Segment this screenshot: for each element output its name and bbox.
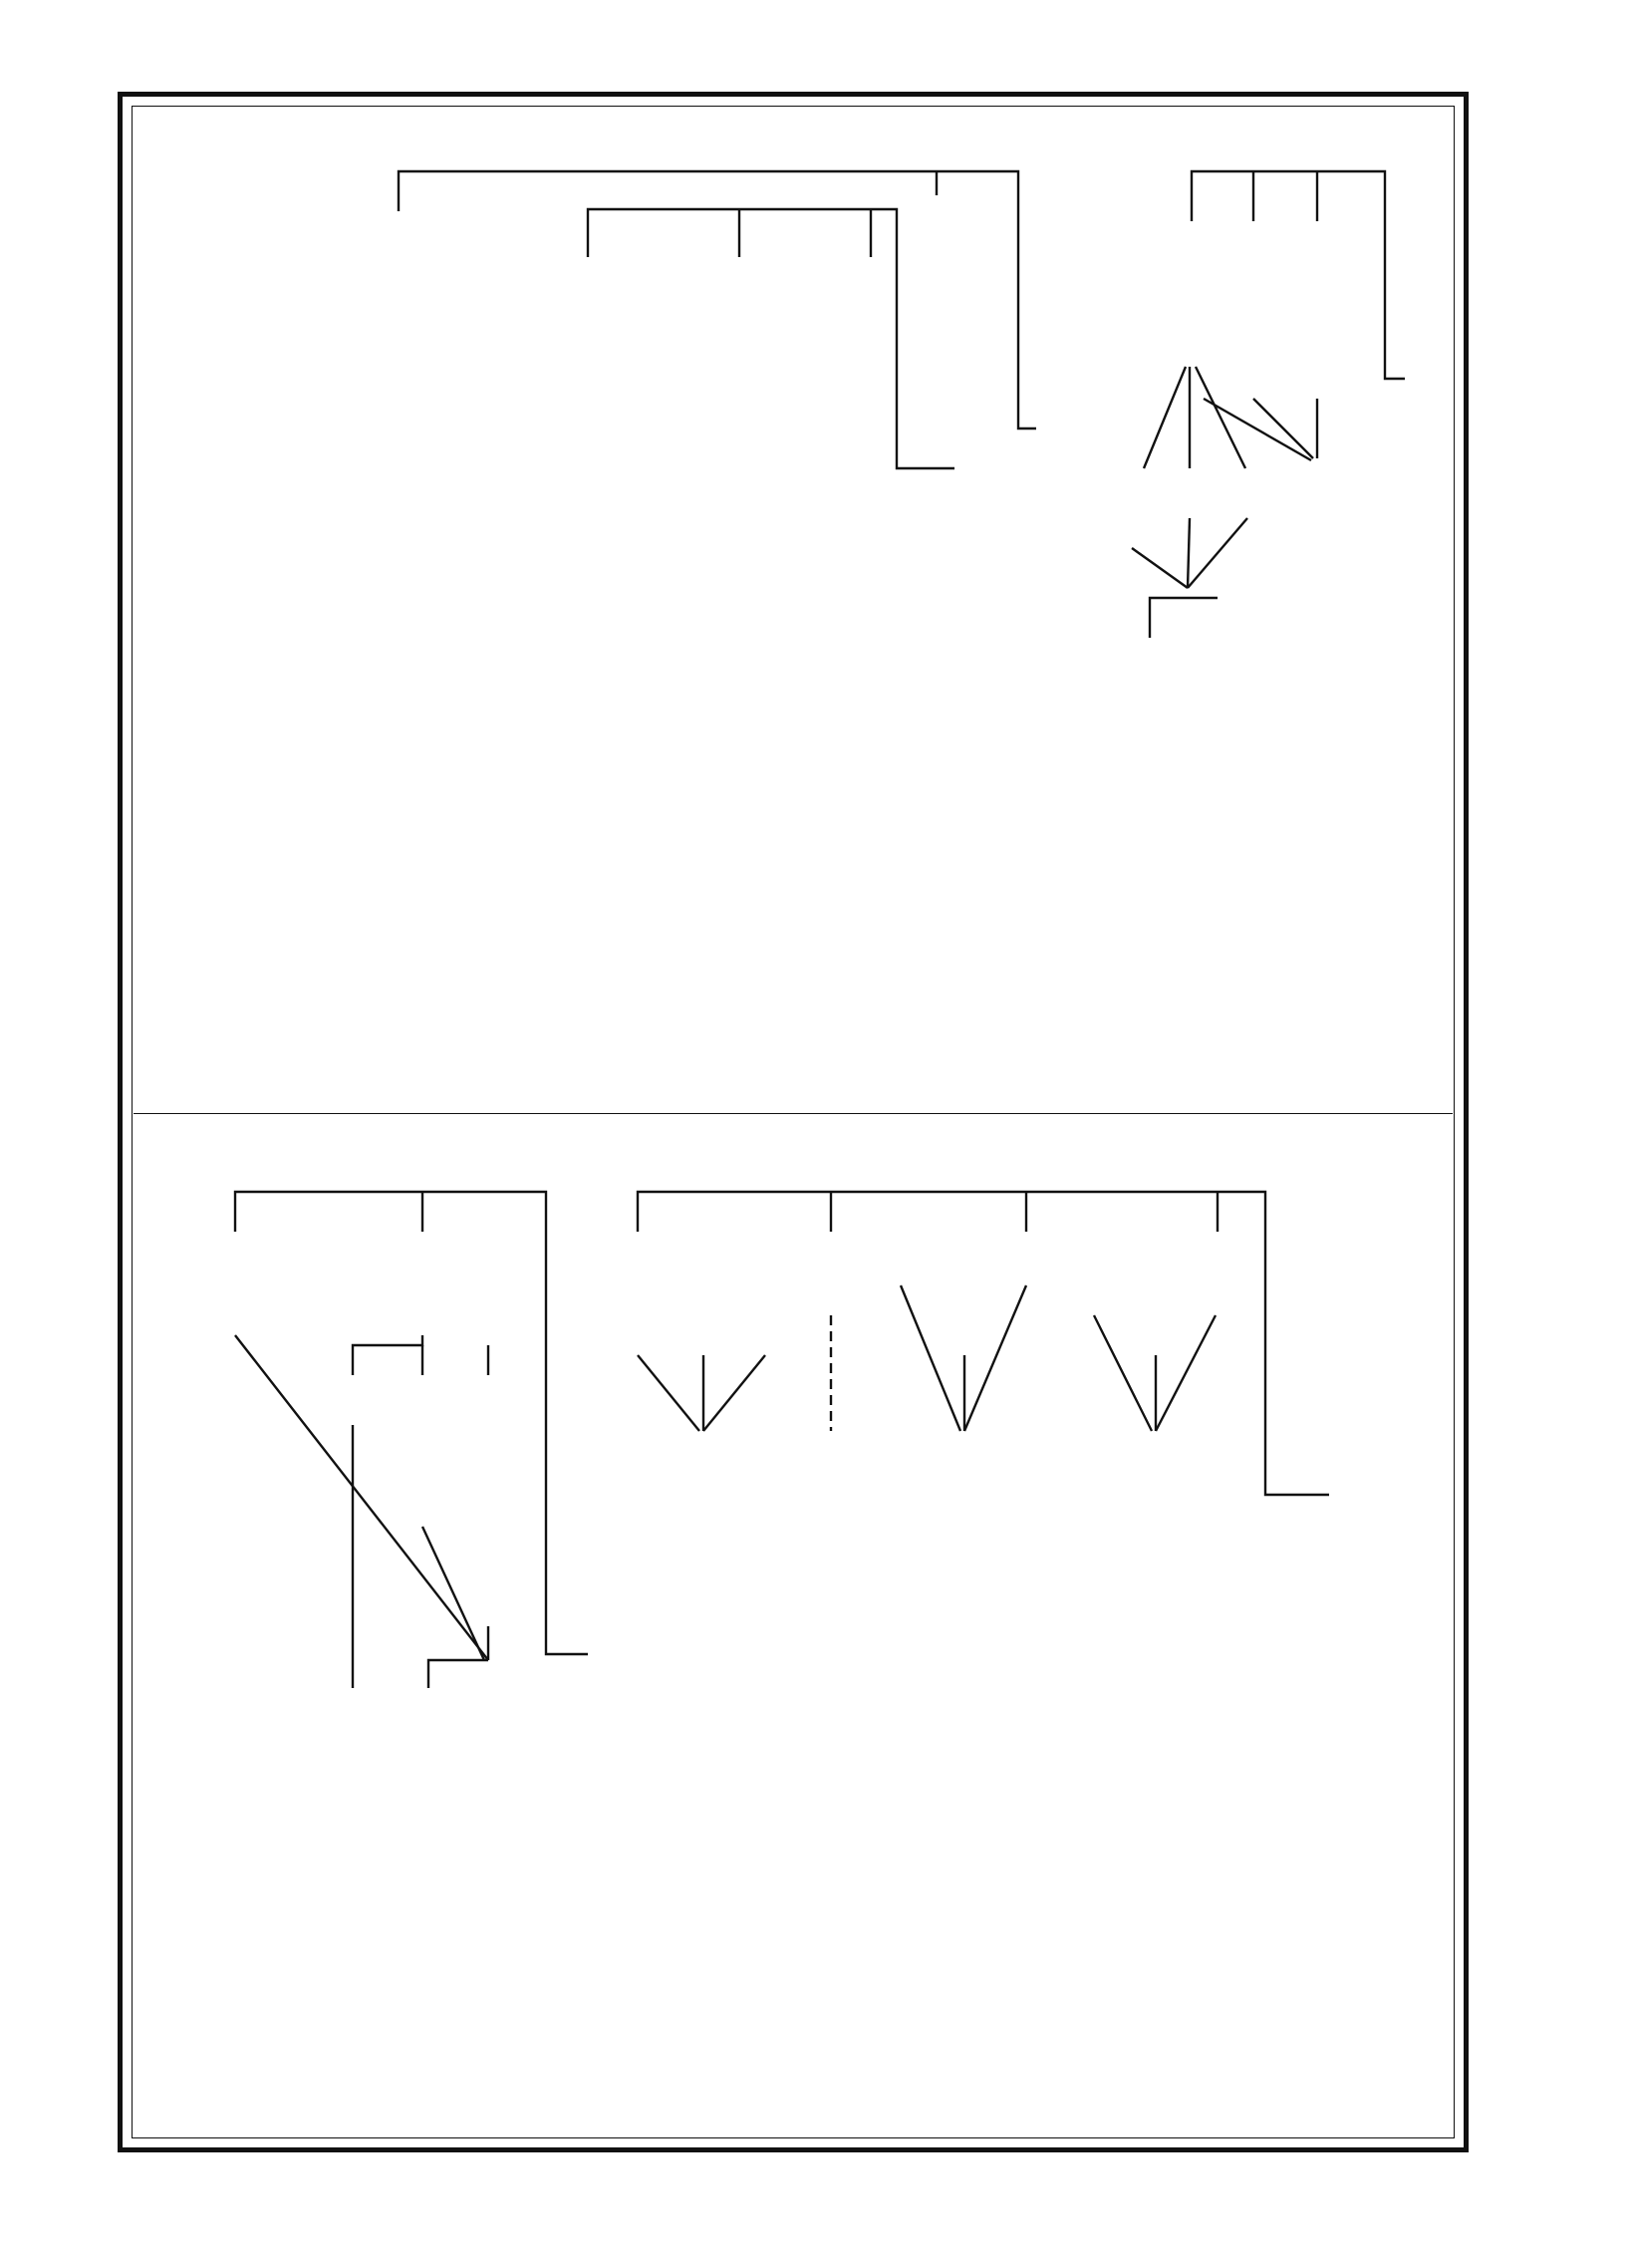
section-divider [134,1113,1453,1114]
page-frame-inner [132,106,1455,2138]
